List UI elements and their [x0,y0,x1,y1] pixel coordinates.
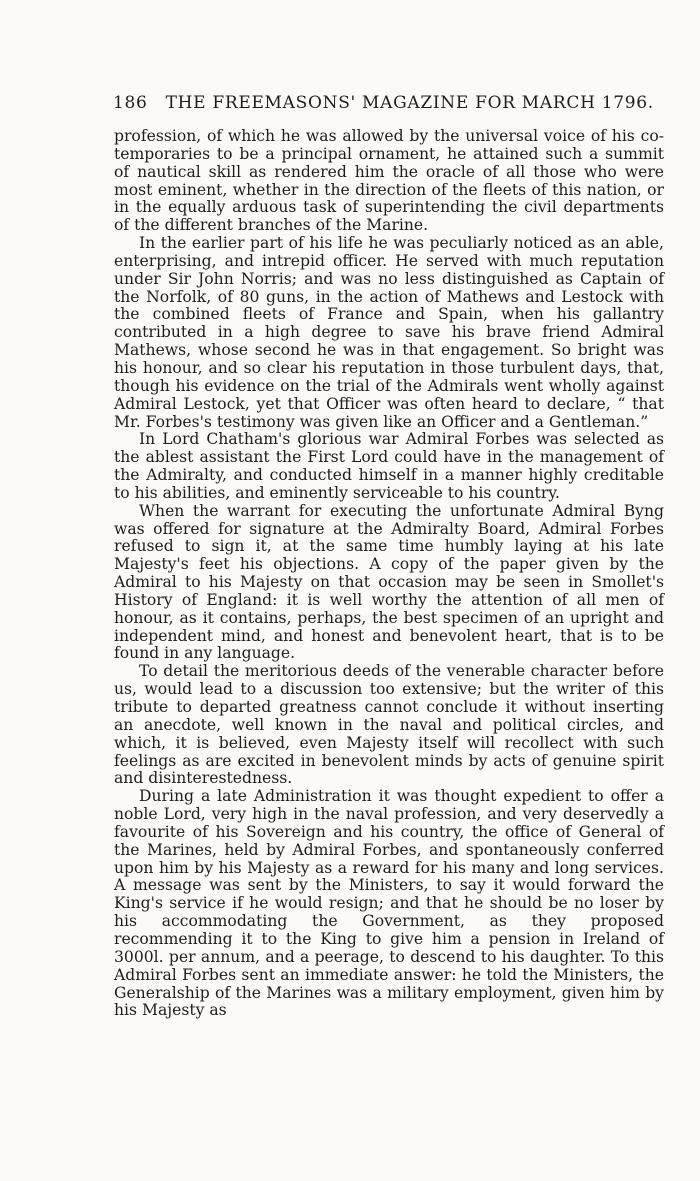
article-body [114,128,664,1020]
paragraph-administration-offer: During a late Administration it was thought expedient to offer a noble Lord, very high in the naval profession, and very deservedly a favourite of his Sovereign and his country, the office of General of the Marines, held by Admiral Forbes, and spontaneously conferred upon him by his Majesty as a reward for his many and long services. A message was sent by the Ministers, to say it would forward the King's service if he would resign; and that he should be no loser by his accommodating the Government, as they proposed recommending it to the King to give him a pension in Ireland of 3000l. per annum, and a peerage, to descend to his daughter. To this Admiral Forbes sent an immediate answer: he told the Ministers, the Generalship of the Marines was a military employment, given him by his Majesty as [114,787,664,1020]
paragraph-byng-warrant: When the warrant for executing the unfortunate Admiral Byng was offered for signature at the Admiralty Board, Admiral Forbes refused to sign it, at the same time humbly laying at his late Majesty's feet his objections. A copy of the paper given by the Admiral to his Majesty on that occasion may be seen in Smollet's History of England: it is well worthy the attention of all men of honour, as it contains, perhaps, the best specimen of an upright and independent mind, and honest and benevolent heart, that is to be found in any language. [114,501,664,663]
paragraph-chatham-war: In Lord Chatham's glorious war Admiral Forbes was selected as the ablest assistant the First Lord could have in the management of the Admiralty, and conducted himself in a manner highly creditable to his abilities, and eminently serviceable to his country. [114,430,664,502]
running-title: THE FREEMASONS' MAGAZINE FOR MARCH 1796. [165,93,654,113]
paragraph-continuation: profession, of which he was allowed by the universal voice of his co-temporaries to be a principal ornament, he attained such a summit of nautical skill as rendered him the oracle of all those who were most eminent, whether in the direction of the fleets of this nation, or in the equally arduous task of superintending the civil departments of the different branches of the Marine. [114,127,664,235]
page-number: 186 [113,93,148,113]
paragraph-anecdote-intro: To detail the meritorious deeds of the venerable character before us, would lead to a discussion too extensive; but the writer of this tribute to departed greatness cannot conclude it without inserting an anecdote, well known in the naval and political circles, and which, it is believed, even Majesty itself will recollect with such feelings as are excited in benevolent minds by acts of genuine spirit and disinterestedness. [114,662,664,788]
paragraph-early-career: In the earlier part of his life he was peculiarly noticed as an able, enterprising, and intrepid officer. He served with much reputation under Sir John Norris; and was no less distinguished as Captain of the Norfolk, of 80 guns, in the action of Mathews and Lestock with the combined fleets of France and Spain, when his gallantry contributed in a high degree to save his brave friend Admiral Mathews, whose second he was in that engagement. So bright was his honour, and so clear his reputation in those turbulent days, that, though his evidence on the trial of the Admirals went wholly against Admiral Lestock, yet that Officer was often heard to declare, “ that Mr. Forbes's testimony was given like an Officer and a Gentleman.” [114,234,664,431]
page-header [113,93,673,113]
